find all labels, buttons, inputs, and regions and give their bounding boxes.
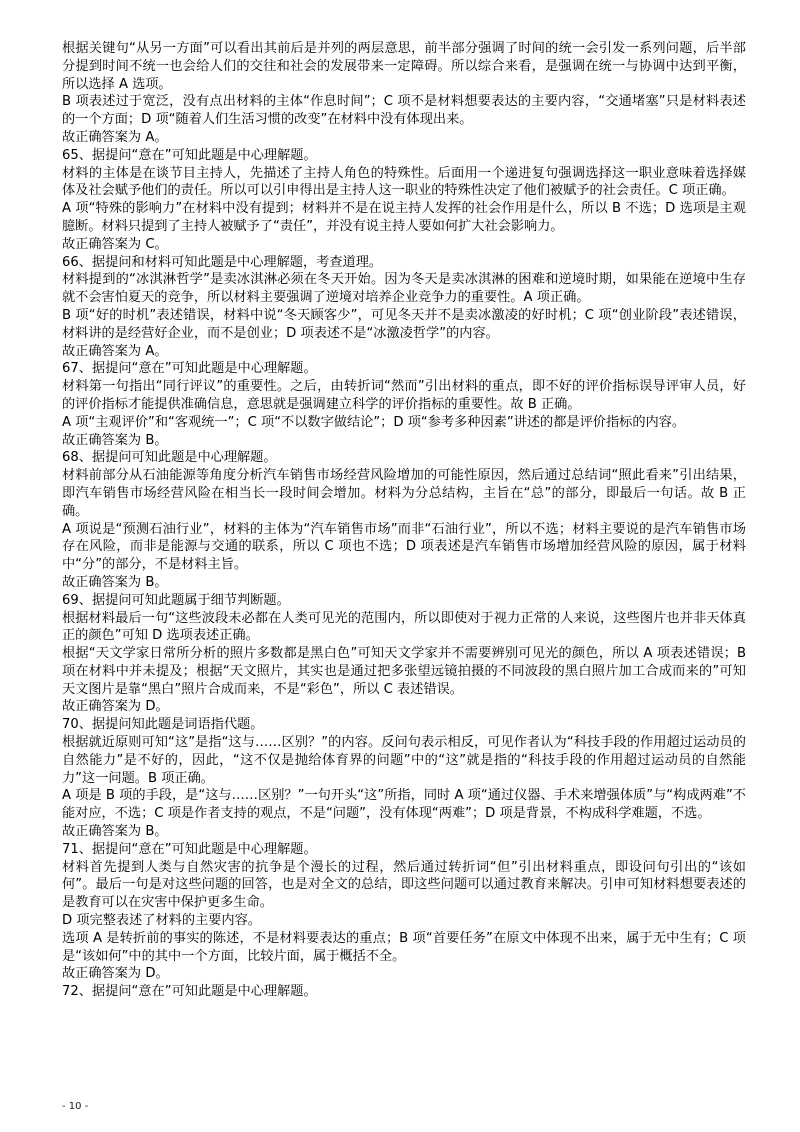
question-line: 66、据提问和材料可知此题是中心理解题，考查道理。 (62, 254, 383, 270)
question-line: 72、据提问“意在”可知此题是中心理解题。 (62, 984, 317, 1000)
paragraph: A 项是 B 项的手段，是“这与……区别？”一句开头“这”所指，同时 A 项“通过仪器、手术来增强体质”与“构成两难”不能对应，不选；C 项是作者支持的观点，不是“问题”，没有体现“两难”；D 项是背景，不构成科学难题，不选。 (62, 788, 746, 822)
paragraph: B 项表述过于宽泛，没有点出材料的主体“作息时间”；C 项不是材料想要表达的主要内容，“交通堵塞”只是材料表述的一个方面；D 项“随着人们生活习惯的改变”在材料中没有体现出来。 (62, 94, 746, 128)
paragraph: A 项说是“预测石油行业”，材料的主体为“汽车销售市场”而非“石油行业”，所以不选；材料主要说的是汽车销售市场存在风险，而非是能源与交通的联系，所以 C 项也不选；D 项表述是汽车销售市场增加经营风险的原因，属于材料中“分”的部分，不是材料主旨。 (62, 521, 746, 573)
paragraph: 根据关键句“从另一方面”可以看出其前后是并列的两层意思，前半部分强调了时间的统一会引发一系列问题，后半部分提到时间不统一也会给人们的交往和社会的发展带来一定障碍。所以综合来看，是强调在统一与协调中达到平衡，所以选择 A 选项。 (62, 41, 746, 92)
answer-line: 故正确答案为 C。 (62, 236, 168, 252)
answer-line: 故正确答案为 B。 (62, 432, 168, 448)
page-number: - 10 - (62, 1101, 89, 1112)
paragraph: 材料首先提到人类与自然灾害的抗争是个漫长的过程，然后通过转折词“但”引出材料重点，即设问句引出的“该如何”。最后一句是对这些问题的回答，也是对全文的总结，即这些问题可以通过教育来解决。引申可知材料想要表述的是教育可以在灾害中保护更多生命。 (62, 859, 746, 911)
question-line: 71、据提问“意在”可知此题是中心理解题。 (62, 841, 317, 857)
paragraph: 选项 A 是转折前的事实的陈述，不是材料要表达的重点；B 项“首要任务”在原文中体现不出来，属于无中生有；C 项是“该如何”中的其中一个方面，比较片面，属于概括不全。 (62, 930, 746, 964)
paragraph: A 项“特殊的影响力”在材料中没有提到；材料并不是在说主持人发挥的社会作用是什么，所以 B 不选；D 选项是主观臆断。材料只提到了主持人被赋予了“责任”，并没有说主持人要如何扩大社会影响力。 (62, 201, 746, 234)
paragraph: 材料的主体是在谈节目主持人，先描述了主持人角色的特殊性。后面用一个递进复句强调选择这一职业意味着选择媒体及社会赋予他们的责任。所以可以引申得出是主持人这一职业的特殊性决定了他们被赋予的社会责任。C 项正确。 (62, 165, 746, 199)
paragraph: 材料第一句指出“同行评议”的重要性。之后，由转折词“然而”引出材料的重点，即不好的评价指标误导评审人员，好的评价指标才能提供准确信息，意思就是强调建立科学的评价指标的重要性。故 B 正确。 (62, 379, 746, 412)
question-line: 69、据提问可知此题属于细节判断题。 (62, 592, 290, 608)
document-body (62, 40, 746, 1001)
question-line: 68、据提问可知此题是中心理解题。 (62, 450, 277, 466)
paragraph: D 项完整表述了材料的主要内容。 (62, 913, 261, 929)
paragraph: B 项“好的时机”表述错误，材料中说“冬天顾客少”，可见冬天并不是卖冰激凌的好时机；C 项“创业阶段”表述错误，材料讲的是经营好企业，而不是创业；D 项表述不是“冰激凌哲学”的内容。 (62, 307, 746, 341)
answer-line: 故正确答案为 A。 (62, 129, 168, 145)
answer-line: 故正确答案为 B。 (62, 574, 168, 590)
answer-line: 故正确答案为 D。 (62, 966, 169, 982)
question-line: 67、据提问“意在”可知此题是中心理解题。 (62, 361, 317, 377)
question-line: 70、据提问知此题是词语指代题。 (62, 717, 264, 733)
paragraph: 根据就近原则可知“这”是指“这与……区别？”的内容。反问句表示相反，可见作者认为“科技手段的作用超过运动员的自然能力”是不好的，因此，“这不仅是抛给体育界的问题”中的“这”就是指的“科技手段的作用超过运动员的自然能力”这一问题。B 项正确。 (62, 735, 746, 786)
answer-line: 故正确答案为 A。 (62, 343, 168, 359)
paragraph: 根据材料最后一句“这些波段未必都在人类可见光的范围内，所以即使对于视力正常的人来说，这些图片也并非天体真正的颜色”可知 D 选项表述正确。 (62, 610, 746, 644)
paragraph: 材料提到的“冰淇淋哲学”是卖冰淇淋必须在冬天开始。因为冬天是卖冰淇淋的困难和逆境时期，如果能在逆境中生存就不会害怕夏天的竞争，所以材料主要强调了逆境对培养企业竞争力的重要性。A 项正确。 (62, 272, 746, 306)
paragraph: 根据“天文学家日常所分析的照片多数都是黑白色”可知天文学家并不需要辨别可见光的颜色，所以 A 项表述错误；B 项在材料中并未提及；根据“天文照片，其实也是通过把多张望远镜拍摄的不同波段的黑白照片加工合成而来的”可知天文图片是靠“黑白”照片合成而来，不是“彩色”，所以 C 表述错误。 (62, 646, 746, 697)
answer-line: 故正确答案为 B。 (62, 824, 168, 840)
paragraph: A 项“主观评价”和“客观统一”；C 项“不以数字做结论”；D 项“参考多种因素”讲述的都是评价指标的内容。 (62, 414, 686, 430)
question-line: 65、据提问“意在”可知此题是中心理解题。 (62, 147, 317, 163)
paragraph: 材料前部分从石油能源等角度分析汽车销售市场经营风险增加的可能性原因，然后通过总结词“照此看来”引出结果，即汽车销售市场经营风险在相当长一段时间会增加。材料为分总结构，主旨在“总”的部分，即最后一句话。故 B 正确。 (62, 468, 746, 519)
answer-line: 故正确答案为 D。 (62, 699, 169, 715)
